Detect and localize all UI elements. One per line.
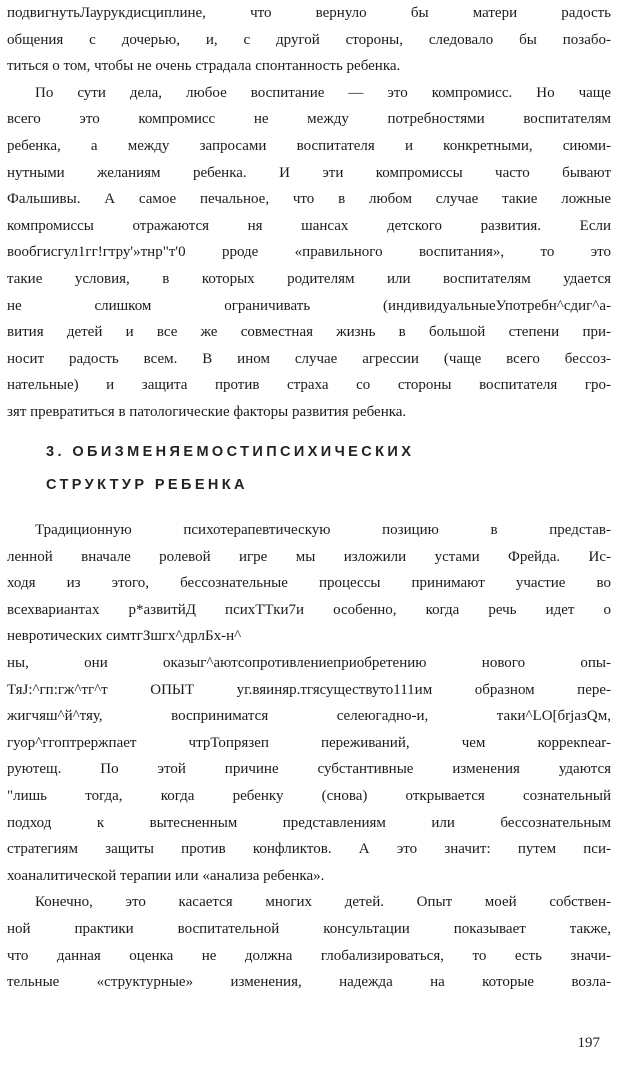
paragraph-1 bbox=[7, 0, 611, 80]
text-line: ТяJ:^гп:гж^тг^т ОПЫТ уг.вяиняр.тгясуществуто111им образном пере- bbox=[7, 681, 611, 698]
text-line: ны, они оказыг^аютсопротивлениеприобретению нового опы- bbox=[7, 654, 611, 671]
text-line: хоаналитической терапии или «анализа ребенка». bbox=[7, 867, 325, 884]
text-line: ной практики воспитательной консультации показывает также, bbox=[7, 920, 611, 937]
text-line: руютещ. По этой причине субстантивные изменения удаются bbox=[7, 761, 611, 778]
text-line: подвигнутьЛаурукдисциплине, что вернуло бы матери радость bbox=[7, 5, 611, 21]
text-line: ходя из этого, бессознательные процессы принимают участие во bbox=[7, 575, 611, 592]
text-line: невротических симтгЗшгх^дрлБх-н^ bbox=[7, 628, 242, 645]
text-line: стратегиям защиты против конфликтов. А это значит: путем пси- bbox=[7, 841, 611, 858]
text-line: Традиционную психотерапевтическую позицию в представ- bbox=[35, 522, 611, 538]
text-line: общения с дочерью, и, с другой стороны, следовало бы позабо- bbox=[7, 31, 611, 48]
paragraph-3 bbox=[7, 517, 611, 889]
text-line: вообгисгул1гг!гтру'»тнр"т'0 рроде «правильного воспитания», то это bbox=[7, 244, 611, 261]
text-line: По сути дела, любое воспитание — это компромисс. Но чаще bbox=[35, 84, 611, 101]
text-line: "лишь тогда, когда ребенку (снова) открывается сознательный bbox=[7, 787, 611, 804]
text-line: нательные) и защита против страха со стороны воспитателя гро- bbox=[7, 377, 611, 394]
text-line: жигчяш^й^тяу, восприниматся селеюгадно-и, таки^LO[бrjaзQм, bbox=[7, 708, 611, 725]
paragraph-4 bbox=[7, 889, 611, 995]
text-line: вития детей и все же совместная жизнь в большой степени при- bbox=[7, 324, 611, 341]
text-line: подход к вытесненным представлениям или бессознательным bbox=[7, 814, 611, 831]
page-number: 197 bbox=[577, 1035, 600, 1051]
text-line: тельные «структурные» изменения, надежда на которые возла- bbox=[7, 974, 611, 991]
text-line: такие условия, в которых родителям или воспитателям удается bbox=[7, 270, 611, 287]
text-line: титься о том, чтобы не очень страдала спонтанность ребенка. bbox=[7, 58, 401, 75]
text-line: Конечно, это касается многих детей. Опыт моей собствен- bbox=[35, 894, 611, 911]
heading-line: СТРУКТУР РЕБЕНКА bbox=[46, 477, 248, 493]
text-line: гуор^ггоптрержпает чтрТопрязеп переживаний, чем коррекnear- bbox=[7, 734, 611, 751]
text-line: не слишком ограничивать (индивидуальныеУпотребн^сдиг^а- bbox=[7, 297, 611, 314]
text-line: Фальшивы. А самое печальное, что в любом случае такие ложные bbox=[7, 191, 611, 208]
heading-line: 3. ОБИЗМЕНЯЕМОСТИПСИХИЧЕСКИХ bbox=[46, 444, 415, 460]
text-line: ленной вначале ролевой игре мы изложили устами Фрейда. Ис- bbox=[7, 548, 611, 565]
text-line: компромиссы отражаются ня шансах детского развития. Если bbox=[7, 217, 611, 234]
text-line: ребенка, а между запросами воспитателя и конкретными, сиюми- bbox=[7, 137, 611, 154]
text-line: всехвариантах р*азвитйД психТТки7и особенно, когда речь идет о bbox=[7, 601, 611, 618]
text-line: носит радость всем. В ином случае агрессии (чаще всего бессоз- bbox=[7, 350, 611, 367]
section-heading bbox=[46, 436, 586, 502]
text-line: зят превратиться в патологические факторы развития ребенка. bbox=[7, 403, 407, 420]
paragraph-2 bbox=[7, 80, 611, 426]
text-line: всего это компромисс не между потребностями воспитателям bbox=[7, 111, 611, 128]
text-line: что данная оценка не должна глобализироваться, то есть значи- bbox=[7, 947, 611, 964]
text-line: нутными желаниям ребенка. И эти компромиссы часто бывают bbox=[7, 164, 611, 181]
